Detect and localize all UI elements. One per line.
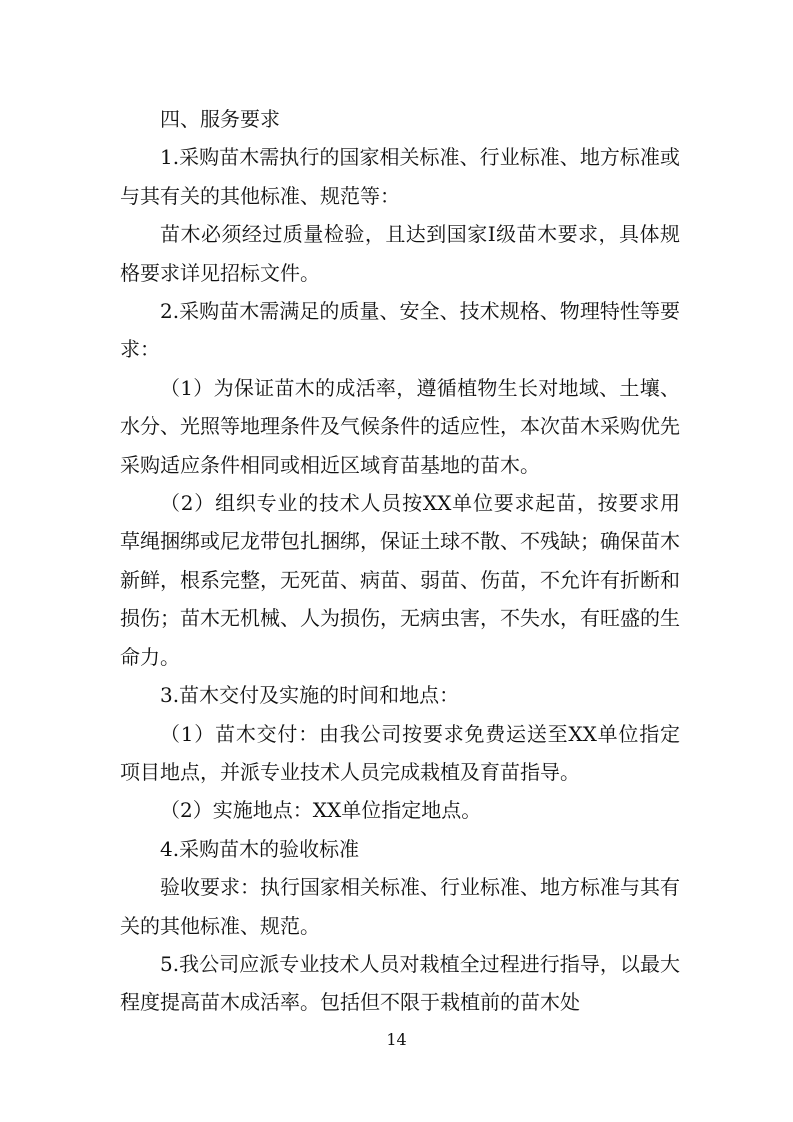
paragraph: 验收要求：执行国家相关标准、行业标准、地方标准与其有关的其他标准、规范。 bbox=[120, 875, 680, 938]
paragraph: 苗木必须经过质量检验，且达到国家Ⅰ级苗木要求，具体规格要求详见招标文件。 bbox=[120, 222, 680, 285]
section-heading: 四、服务要求 bbox=[160, 107, 280, 131]
paragraph: 3.苗木交付及实施的时间和地点： bbox=[160, 683, 460, 708]
paragraph: （2）实施地点：XX单位指定地点。 bbox=[160, 798, 482, 823]
page-number: 14 bbox=[386, 1030, 407, 1049]
paragraph: 4.采购苗木的验收标准 bbox=[160, 836, 360, 861]
document-body bbox=[120, 100, 680, 1022]
paragraph: （1）为保证苗木的成活率，遵循植物生长对地域、土壤、水分、光照等地理条件及气候条件的适应性，本次苗木采购优先采购适应条件相同或相近区域育苗基地的苗木。 bbox=[120, 375, 680, 477]
paragraph: 1.采购苗木需执行的国家相关标准、行业标准、地方标准或与其有关的其他标准、规范等： bbox=[120, 145, 680, 208]
paragraph: （1）苗木交付：由我公司按要求免费运送至XX单位指定项目地点，并派专业技术人员完成栽植及育苗指导。 bbox=[120, 721, 680, 784]
paragraph: （2）组织专业的技术人员按XX单位要求起苗，按要求用草绳捆绑或尼龙带包扎捆绑，保证土球不散、不残缺；确保苗木新鲜，根系完整，无死苗、病苗、弱苗、伤苗，不允许有折断和损伤；苗木无机械、人为损伤，无病虫害，不失水，有旺盛的生命力。 bbox=[120, 491, 680, 669]
paragraph: 2.采购苗木需满足的质量、安全、技术规格、物理特性等要求： bbox=[120, 299, 680, 362]
paragraph: 5.我公司应派专业技术人员对栽植全过程进行指导，以最大程度提高苗木成活率。包括但不限于栽植前的苗木处 bbox=[120, 951, 680, 1015]
